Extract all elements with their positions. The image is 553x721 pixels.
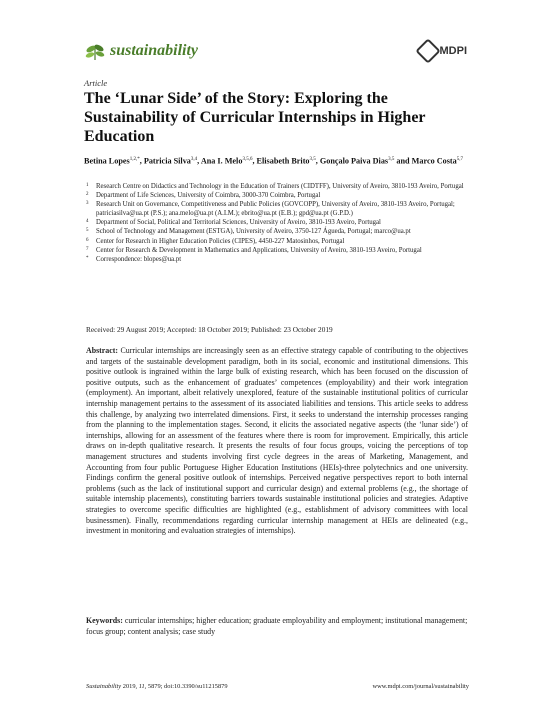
journal-logo xyxy=(84,40,198,62)
article-type: Article xyxy=(84,78,108,88)
affiliation-number: 6 xyxy=(86,237,89,243)
author-name[interactable]: Betina Lopes xyxy=(84,156,130,166)
journal-url[interactable]: www.mdpi.com/journal/sustainability xyxy=(372,683,469,690)
author-affil-sup: 3,5 xyxy=(309,157,316,162)
abstract-text: Curricular internships are increasingly seen as an effective strategy capable of contributing to the objectives and targets of the sustainable development paradigm, both in its social, economic and institutional dimensions. This positive outlook is ingrained within the large bulk of existing research, which has been focused on the discussion of positive outputs, such as the enhancement of graduates’ competences (employability) and their work integration (employment). An important, albeit relatively unexplored, feature of the sustainable institutional politics of curricular internship management pertains to the assessment of its associated liabilities and tensions. This article seeks to address this challenge, by analyzing two interrelated dimensions. First, it seeks to understand the internship processes ranging from the planning to the implementation stages. Second, it elicits the associated negative aspects (the ‘lunar side’) of internships, allowing for an assessment of the features where there is room for improvement. Empirically, this article draws on in-depth qualitative research. It presents the results of four focus groups, voicing the perceptions of top management structures and students involving first cycle degrees in the areas of Marketing, Management, and Accounting from four public Portuguese Higher Education Institutions (HEIs)-three polytechnics and one university. Findings confirm the general positive outlook of internships. Perceived negative perspectives report to both internal problems (such as the lack of institutional support and curricular design) and external problems (e.g., the shortage of suitable internship placements), constituting barriers towards sustainable institutional policies and strategies. Adaptive strategies to overcome specific difficulties are highlighted (e.g., establishment of advisory committees with local businessmen). Finally, recommendations regarding curricular internship management at HEIs are delineated (e.g., investment in monitoring and evaluation strategies of internships). xyxy=(86,346,468,536)
author-name[interactable]: Gonçalo Paiva Dias xyxy=(319,156,389,166)
affiliation-number: 2 xyxy=(86,192,89,198)
affiliation-text: Research Centre on Didactics and Technology in the Education of Trainers (CIDTFF), University of Aveiro, 3810-193 Aveiro, Portugal xyxy=(96,183,464,190)
abstract-label: Abstract: xyxy=(86,346,118,355)
publisher-logo xyxy=(419,42,468,60)
affiliation-text: Department of Social, Political and Territorial Sciences, University of Aveiro, 3810-193 Aveiro, Portugal xyxy=(96,219,381,227)
publisher-name: MDPI xyxy=(439,45,467,57)
affiliation-text: Center for Research & Development in Mathematics and Applications, University of Aveiro, 3810-193 Aveiro, Portugal xyxy=(96,246,422,254)
mdpi-logo-icon xyxy=(415,38,440,63)
keywords-text: curricular internships; higher education; graduate employability and employment; institutional management; focus group; content analysis; case study xyxy=(86,616,468,636)
author-separator: , xyxy=(197,156,201,166)
affiliation-text: Center for Research in Higher Education Policies (CIPES), 4450-227 Matosinhos, Portugal xyxy=(96,237,345,245)
footer-doi: 5879; doi:10.3390/su11215879 xyxy=(147,683,228,690)
author-name[interactable]: Elisabeth Brito xyxy=(256,156,310,166)
affiliation-item xyxy=(86,200,486,218)
affiliation-item xyxy=(86,227,486,236)
author-name[interactable]: Ana I. Melo xyxy=(200,156,243,166)
affiliation-text: Department of Life Sciences, University of Coimbra, 3000-370 Coimbra, Portugal xyxy=(96,192,321,200)
affiliations xyxy=(86,182,486,264)
author-name[interactable]: Patricia Silva xyxy=(143,156,191,166)
affiliation-item xyxy=(86,191,486,200)
footer-year: 2019, xyxy=(122,683,138,690)
affiliation-number: 1 xyxy=(86,183,89,188)
affiliation-number: 7 xyxy=(86,246,89,252)
citation-footer xyxy=(86,683,228,690)
affiliation-item xyxy=(86,237,486,246)
abstract xyxy=(86,346,468,537)
affiliation-number: 3 xyxy=(86,201,89,207)
leaf-icon xyxy=(84,40,106,62)
author-separator: , xyxy=(252,156,257,166)
affiliation-number: 5 xyxy=(86,228,89,234)
affiliation-text: Correspondence: blopes@ua.pt xyxy=(96,255,182,263)
affiliation-item xyxy=(86,255,486,264)
author-separator: , xyxy=(315,156,320,166)
paper-title: The ‘Lunar Side’ of the Story: Exploring the Sustainability of Curricular Internships in Higher Education xyxy=(84,90,426,145)
affiliation-item xyxy=(86,246,486,255)
author-affil-sup: 3,5,6 xyxy=(242,157,253,162)
author-affil-sup: 5,7 xyxy=(456,157,464,162)
journal-name: sustainability xyxy=(110,42,199,59)
keywords-label: Keywords: xyxy=(86,616,123,625)
affiliation-text: School of Technology and Management (ESTGA), University of Aveiro, 3750-127 Águeda, Portugal; marco@ua.pt xyxy=(96,228,411,236)
author-separator: and xyxy=(394,156,412,166)
footer-volume: 11, xyxy=(138,683,147,690)
keywords xyxy=(86,616,468,637)
author-separator: , xyxy=(139,156,144,166)
affiliation-number: 4 xyxy=(86,219,89,225)
author-list xyxy=(84,154,484,167)
publication-dates: Received: 29 August 2019; Accepted: 18 October 2019; Published: 23 October 2019 xyxy=(86,325,333,334)
author-affil-sup: 3,4 xyxy=(190,157,198,162)
footer-journal: Sustainability xyxy=(86,683,122,690)
affiliation-item xyxy=(86,218,486,227)
affiliation-item xyxy=(86,182,486,191)
affiliation-text: Research Unit on Governance, Competitiveness and Public Policies (GOVCOPP), University of Aveiro, 3810-193 Aveiro, Portugal; patriciasilva@ua.pt (P.S.); ana.melo@ua.pt (A.I.M.); ebrito@ua.pt (E.B.); gpd@ua.pt (G.P.D.) xyxy=(96,201,455,218)
author-affil-sup: 1,2,* xyxy=(129,157,140,162)
author-affil-sup: 3,5 xyxy=(388,157,395,162)
affiliation-number: * xyxy=(86,255,89,261)
author-name[interactable]: Marco Costa xyxy=(411,156,457,166)
